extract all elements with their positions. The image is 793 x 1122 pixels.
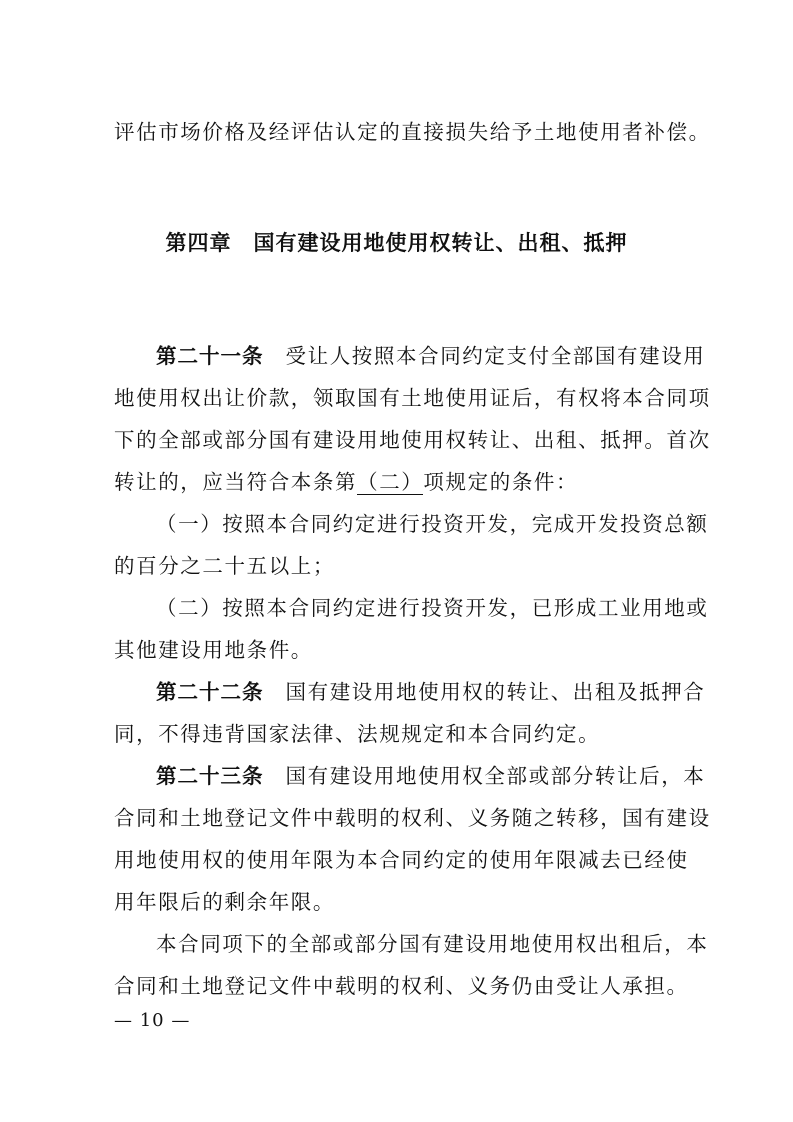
chapter-number: 第四章 (165, 231, 232, 255)
article-23-label: 第二十三条 (156, 764, 264, 788)
article-21-line-4-post: 项规定的条件： (423, 470, 579, 494)
article-22-label: 第二十二条 (156, 680, 264, 704)
article-23-text: 国有建设用地使用权全部或部分转让后，本 (285, 764, 706, 788)
article-23-line-4: 用年限后的剩余年限。 (114, 890, 335, 914)
article-23-line-3: 用地使用权的使用年限为本合同约定的使用年限减去已经使 (114, 848, 689, 872)
article-23-para-2-line-1: 本合同项下的全部或部分国有建设用地使用权出租后，本 (156, 932, 709, 956)
page-number: — 10 — (114, 1010, 191, 1031)
article-21-line-3: 下的全部或部分国有建设用地使用权转让、出租、抵押。首次 (114, 428, 711, 452)
article-21-text: 受让人按照本合同约定支付全部国有建设用 (285, 344, 706, 368)
article-21-line-4-pre: 转让的，应当符合本条第 (114, 470, 358, 494)
article-22-line-1 (156, 672, 706, 712)
item-1-line-1: （一）按照本合同约定进行投资开发，完成开发投资总额 (156, 512, 709, 536)
item-2-line-2: 其他建设用地条件。 (114, 638, 313, 662)
article-23-para-2-line-2: 合同和土地登记文件中载明的权利、义务仍由受让人承担。 (114, 974, 689, 998)
article-23-line-1 (156, 756, 706, 796)
fill-in-blank: （二） (357, 470, 424, 494)
item-2-line-1: （二）按照本合同约定进行投资开发，已形成工业用地或 (156, 596, 709, 620)
body-text-line: 评估市场价格及经评估认定的直接损失给予土地使用者补偿。 (114, 120, 711, 144)
article-23-line-2: 合同和土地登记文件中载明的权利、义务随之转移，国有建设 (114, 806, 711, 830)
chapter-title: 国有建设用地使用权转让、出租、抵押 (253, 231, 628, 255)
item-1-line-2: 的百分之二十五以上； (114, 554, 335, 578)
article-21-line-4 (114, 462, 700, 502)
article-22-text: 国有建设用地使用权的转让、出租及抵押合 (285, 680, 706, 704)
article-21-line-1 (156, 336, 706, 376)
article-22-line-2: 同，不得违背国家法律、法规规定和本合同约定。 (114, 722, 601, 746)
chapter-heading (0, 223, 793, 263)
article-21-label: 第二十一条 (156, 344, 264, 368)
article-21-line-2: 地使用权出让价款，领取国有土地使用证后，有权将本合同项 (114, 386, 711, 410)
